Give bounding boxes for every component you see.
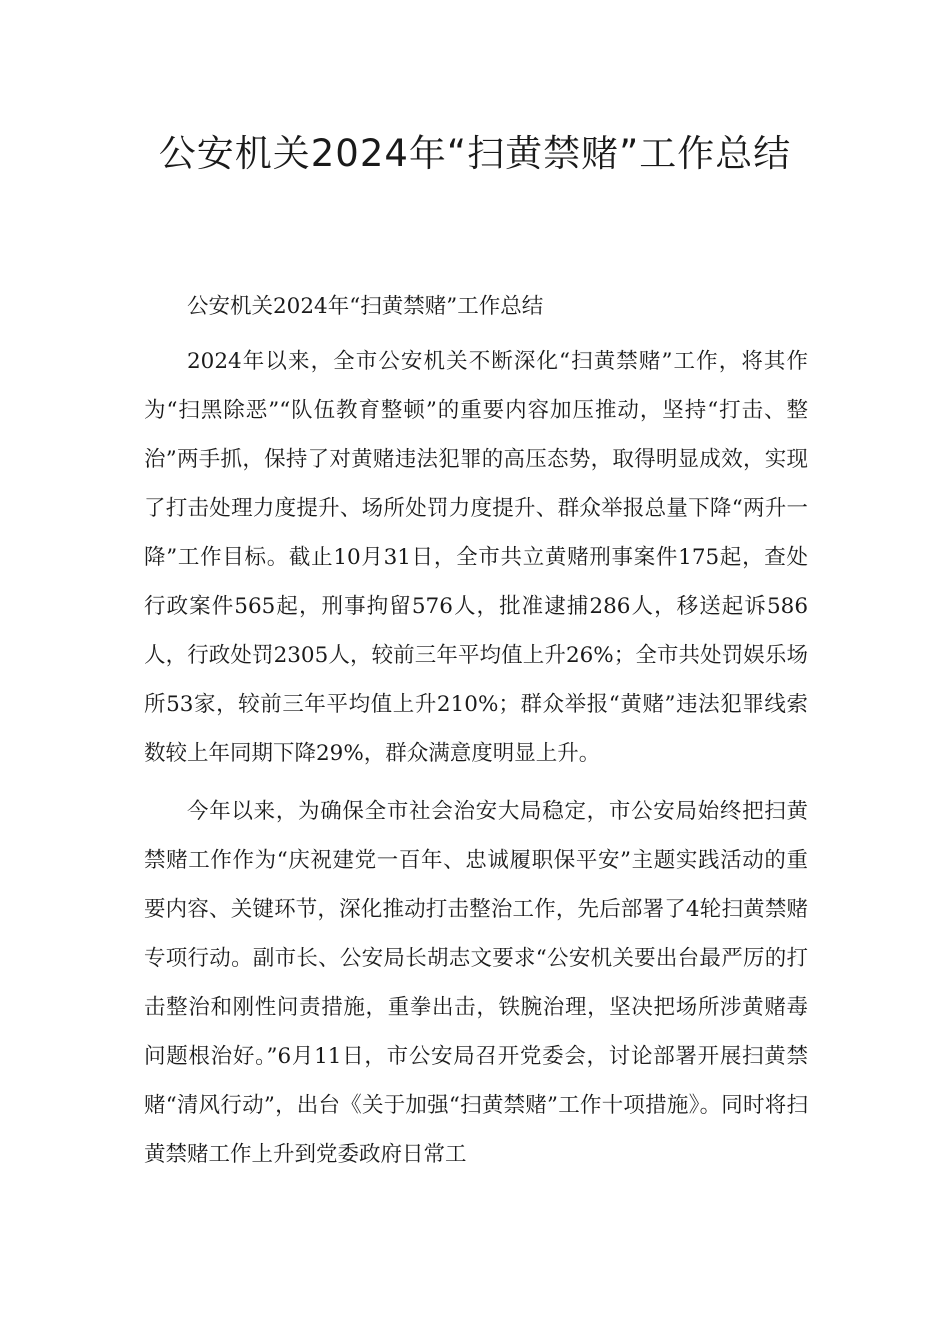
paragraph: 今年以来，为确保全市社会治安大局稳定，市公安局始终把扫黄禁赌工作作为“庆祝建党一百年、忠诚履职保平安”主题实践活动的重要内容、关键环节，深化推动打击整治工作，先后部署了4轮扫黄禁赌专项行动。副市长、公安局长胡志文要求“公安机关要出台最严厉的打击整治和刚性问责措施，重拳出击，铁腕治理，坚决把场所涉黄赌毒问题根治好。”6月11日，市公安局召开党委会，讨论部署开展扫黄禁赌“清风行动”，出台《关于加强“扫黄禁赌”工作十项措施》。同时将扫黄禁赌工作上升到党委政府日常工 [144, 799, 808, 1167]
document-subtitle: 公安机关2024年“扫黄禁赌”工作总结 [187, 294, 544, 319]
paragraph: 2024年以来，全市公安机关不断深化“扫黄禁赌”工作，将其作为“扫黑除恶”“队伍教育整顿”的重要内容加压推动，坚持“打击、整治”两手抓，保持了对黄赌违法犯罪的高压态势，取得明显成效，实现了打击处理力度提升、场所处罚力度提升、群众举报总量下降“两升一降”工作目标。截止10月31日，全市共立黄赌刑事案件175起，查处行政案件565起，刑事拘留576人，批准逮捕286人，移送起诉586人，行政处罚2305人，较前三年平均值上升26%；全市共处罚娱乐场所53家，较前三年平均值上升210%；群众举报“黄赌”违法犯罪线索数较上年同期下降29%，群众满意度明显上升。 [144, 349, 808, 766]
document-body [144, 282, 808, 1179]
document-title: 公安机关2024年“扫黄禁赌”工作总结 [158, 132, 792, 175]
